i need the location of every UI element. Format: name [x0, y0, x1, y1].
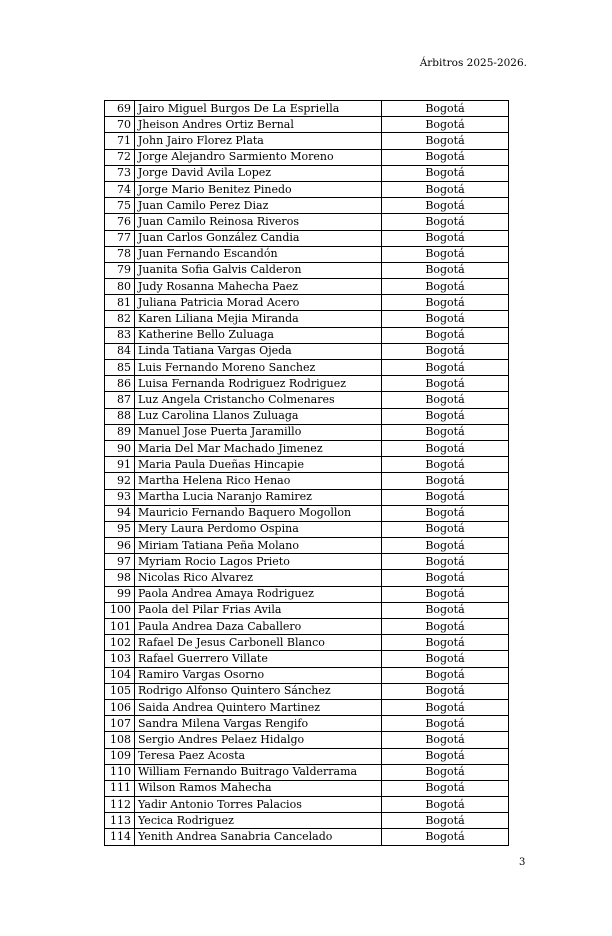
referee-name: Maria Del Mar Machado Jimenez: [135, 440, 382, 456]
table-row: [105, 829, 509, 845]
table-row: [105, 619, 509, 635]
referee-name: Jorge Mario Benitez Pinedo: [135, 181, 382, 197]
table-row: [105, 327, 509, 343]
referee-name: Nicolas Rico Alvarez: [135, 570, 382, 586]
row-number: 92: [105, 473, 135, 489]
table-row: [105, 602, 509, 618]
referee-name: Sandra Milena Vargas Rengifo: [135, 716, 382, 732]
table-row: [105, 748, 509, 764]
referee-name: Mery Laura Perdomo Ospina: [135, 521, 382, 537]
referee-name: Paola del Pilar Frias Avila: [135, 602, 382, 618]
referee-name: John Jairo Florez Plata: [135, 133, 382, 149]
referee-city: Bogotá: [382, 262, 509, 278]
row-number: 97: [105, 554, 135, 570]
referee-city: Bogotá: [382, 181, 509, 197]
referee-city: Bogotá: [382, 408, 509, 424]
table-row: [105, 489, 509, 505]
referee-name: Saida Andrea Quintero Martinez: [135, 699, 382, 715]
table-row: [105, 780, 509, 796]
referee-city: Bogotá: [382, 699, 509, 715]
referee-name: Judy Rosanna Mahecha Paez: [135, 279, 382, 295]
table-row: [105, 408, 509, 424]
table-row: [105, 586, 509, 602]
table-row: [105, 667, 509, 683]
referee-city: Bogotá: [382, 473, 509, 489]
row-number: 74: [105, 181, 135, 197]
table-row: [105, 683, 509, 699]
table-row: [105, 165, 509, 181]
referee-city: Bogotá: [382, 538, 509, 554]
table-row: [105, 505, 509, 521]
row-number: 84: [105, 343, 135, 359]
table-row: [105, 424, 509, 440]
referee-name: Miriam Tatiana Peña Molano: [135, 538, 382, 554]
referee-city: Bogotá: [382, 732, 509, 748]
referee-name: Juliana Patricia Morad Acero: [135, 295, 382, 311]
row-number: 89: [105, 424, 135, 440]
referee-name: Jorge David Avila Lopez: [135, 165, 382, 181]
referee-city: Bogotá: [382, 376, 509, 392]
referee-name: Rafael Guerrero Villate: [135, 651, 382, 667]
referee-name: Luisa Fernanda Rodriguez Rodriguez: [135, 376, 382, 392]
referee-name: Sergio Andres Pelaez Hidalgo: [135, 732, 382, 748]
referee-city: Bogotá: [382, 667, 509, 683]
referee-city: Bogotá: [382, 829, 509, 845]
referee-name: Manuel Jose Puerta Jaramillo: [135, 424, 382, 440]
referee-city: Bogotá: [382, 230, 509, 246]
row-number: 101: [105, 619, 135, 635]
row-number: 110: [105, 764, 135, 780]
row-number: 99: [105, 586, 135, 602]
referee-name: Paula Andrea Daza Caballero: [135, 619, 382, 635]
referee-name: Yecica Rodriguez: [135, 813, 382, 829]
referee-name: Yadir Antonio Torres Palacios: [135, 797, 382, 813]
row-number: 82: [105, 311, 135, 327]
table-row: [105, 343, 509, 359]
page-header: Árbitros 2025-2026.: [419, 57, 527, 69]
row-number: 69: [105, 101, 135, 117]
referees-table-body: [105, 101, 509, 846]
row-number: 95: [105, 521, 135, 537]
referee-name: Mauricio Fernando Baquero Mogollon: [135, 505, 382, 521]
row-number: 96: [105, 538, 135, 554]
row-number: 104: [105, 667, 135, 683]
referee-name: Martha Helena Rico Henao: [135, 473, 382, 489]
referee-name: Teresa Paez Acosta: [135, 748, 382, 764]
referee-city: Bogotá: [382, 214, 509, 230]
referee-city: Bogotá: [382, 424, 509, 440]
referee-city: Bogotá: [382, 619, 509, 635]
row-number: 102: [105, 635, 135, 651]
table-row: [105, 246, 509, 262]
referee-name: Martha Lucia Naranjo Ramirez: [135, 489, 382, 505]
row-number: 81: [105, 295, 135, 311]
row-number: 90: [105, 440, 135, 456]
table-row: [105, 311, 509, 327]
referees-table: [104, 100, 509, 846]
referee-city: Bogotá: [382, 521, 509, 537]
referee-city: Bogotá: [382, 683, 509, 699]
row-number: 77: [105, 230, 135, 246]
row-number: 106: [105, 699, 135, 715]
referee-name: Linda Tatiana Vargas Ojeda: [135, 343, 382, 359]
referee-name: Katherine Bello Zuluaga: [135, 327, 382, 343]
table-row: [105, 732, 509, 748]
referee-city: Bogotá: [382, 489, 509, 505]
row-number: 83: [105, 327, 135, 343]
referee-city: Bogotá: [382, 651, 509, 667]
table-row: [105, 198, 509, 214]
referee-name: Yenith Andrea Sanabria Cancelado: [135, 829, 382, 845]
referee-city: Bogotá: [382, 457, 509, 473]
row-number: 76: [105, 214, 135, 230]
referee-name: Rodrigo Alfonso Quintero Sánchez: [135, 683, 382, 699]
referee-city: Bogotá: [382, 327, 509, 343]
row-number: 78: [105, 246, 135, 262]
table-row: [105, 440, 509, 456]
table-row: [105, 716, 509, 732]
row-number: 103: [105, 651, 135, 667]
row-number: 93: [105, 489, 135, 505]
referee-name: Ramiro Vargas Osorno: [135, 667, 382, 683]
referee-city: Bogotá: [382, 586, 509, 602]
table-row: [105, 117, 509, 133]
row-number: 105: [105, 683, 135, 699]
row-number: 108: [105, 732, 135, 748]
row-number: 114: [105, 829, 135, 845]
table-row: [105, 360, 509, 376]
table-row: [105, 538, 509, 554]
table-row: [105, 635, 509, 651]
referee-name: Myriam Rocio Lagos Prieto: [135, 554, 382, 570]
table-row: [105, 262, 509, 278]
row-number: 85: [105, 360, 135, 376]
referee-name: Luz Carolina Llanos Zuluaga: [135, 408, 382, 424]
referee-name: Juan Camilo Reinosa Riveros: [135, 214, 382, 230]
row-number: 86: [105, 376, 135, 392]
referee-city: Bogotá: [382, 295, 509, 311]
referee-name: Maria Paula Dueñas Hincapie: [135, 457, 382, 473]
table-row: [105, 133, 509, 149]
referee-name: Jorge Alejandro Sarmiento Moreno: [135, 149, 382, 165]
row-number: 72: [105, 149, 135, 165]
referee-city: Bogotá: [382, 602, 509, 618]
referee-city: Bogotá: [382, 101, 509, 117]
row-number: 73: [105, 165, 135, 181]
referee-city: Bogotá: [382, 570, 509, 586]
table-row: [105, 764, 509, 780]
row-number: 75: [105, 198, 135, 214]
referee-name: Jairo Miguel Burgos De La Espriella: [135, 101, 382, 117]
referee-city: Bogotá: [382, 780, 509, 796]
referee-city: Bogotá: [382, 343, 509, 359]
referee-city: Bogotá: [382, 311, 509, 327]
table-row: [105, 457, 509, 473]
table-row: [105, 376, 509, 392]
referee-name: Jheison Andres Ortiz Bernal: [135, 117, 382, 133]
referee-city: Bogotá: [382, 117, 509, 133]
table-row: [105, 813, 509, 829]
table-row: [105, 797, 509, 813]
referee-name: Wilson Ramos Mahecha: [135, 780, 382, 796]
referee-name: Karen Liliana Mejia Miranda: [135, 311, 382, 327]
row-number: 88: [105, 408, 135, 424]
referee-city: Bogotá: [382, 748, 509, 764]
referee-name: Rafael De Jesus Carbonell Blanco: [135, 635, 382, 651]
referee-city: Bogotá: [382, 198, 509, 214]
referee-name: Paola Andrea Amaya Rodriguez: [135, 586, 382, 602]
table-row: [105, 651, 509, 667]
row-number: 107: [105, 716, 135, 732]
row-number: 98: [105, 570, 135, 586]
referee-city: Bogotá: [382, 133, 509, 149]
table-row: [105, 101, 509, 117]
table-row: [105, 181, 509, 197]
referee-city: Bogotá: [382, 716, 509, 732]
row-number: 109: [105, 748, 135, 764]
referee-city: Bogotá: [382, 279, 509, 295]
table-row: [105, 699, 509, 715]
row-number: 112: [105, 797, 135, 813]
referee-city: Bogotá: [382, 440, 509, 456]
table-row: [105, 149, 509, 165]
row-number: 94: [105, 505, 135, 521]
table-row: [105, 570, 509, 586]
referee-name: Luis Fernando Moreno Sanchez: [135, 360, 382, 376]
table-row: [105, 521, 509, 537]
table-row: [105, 295, 509, 311]
referee-city: Bogotá: [382, 505, 509, 521]
referee-city: Bogotá: [382, 360, 509, 376]
table-row: [105, 230, 509, 246]
referee-name: Juan Fernando Escandón: [135, 246, 382, 262]
page-number: 3: [519, 857, 526, 868]
table-row: [105, 392, 509, 408]
table-row: [105, 279, 509, 295]
row-number: 87: [105, 392, 135, 408]
referee-name: Juan Carlos González Candia: [135, 230, 382, 246]
referee-name: Juanita Sofia Galvis Calderon: [135, 262, 382, 278]
table-row: [105, 473, 509, 489]
row-number: 80: [105, 279, 135, 295]
referee-name: Luz Angela Cristancho Colmenares: [135, 392, 382, 408]
table-row: [105, 214, 509, 230]
row-number: 91: [105, 457, 135, 473]
referee-name: Juan Camilo Perez Diaz: [135, 198, 382, 214]
referee-city: Bogotá: [382, 149, 509, 165]
row-number: 70: [105, 117, 135, 133]
referee-city: Bogotá: [382, 635, 509, 651]
row-number: 71: [105, 133, 135, 149]
row-number: 79: [105, 262, 135, 278]
table-row: [105, 554, 509, 570]
referee-city: Bogotá: [382, 554, 509, 570]
referee-city: Bogotá: [382, 392, 509, 408]
row-number: 100: [105, 602, 135, 618]
referee-name: William Fernando Buitrago Valderrama: [135, 764, 382, 780]
referee-city: Bogotá: [382, 764, 509, 780]
referee-city: Bogotá: [382, 246, 509, 262]
referee-city: Bogotá: [382, 813, 509, 829]
referee-city: Bogotá: [382, 797, 509, 813]
row-number: 113: [105, 813, 135, 829]
referee-city: Bogotá: [382, 165, 509, 181]
row-number: 111: [105, 780, 135, 796]
